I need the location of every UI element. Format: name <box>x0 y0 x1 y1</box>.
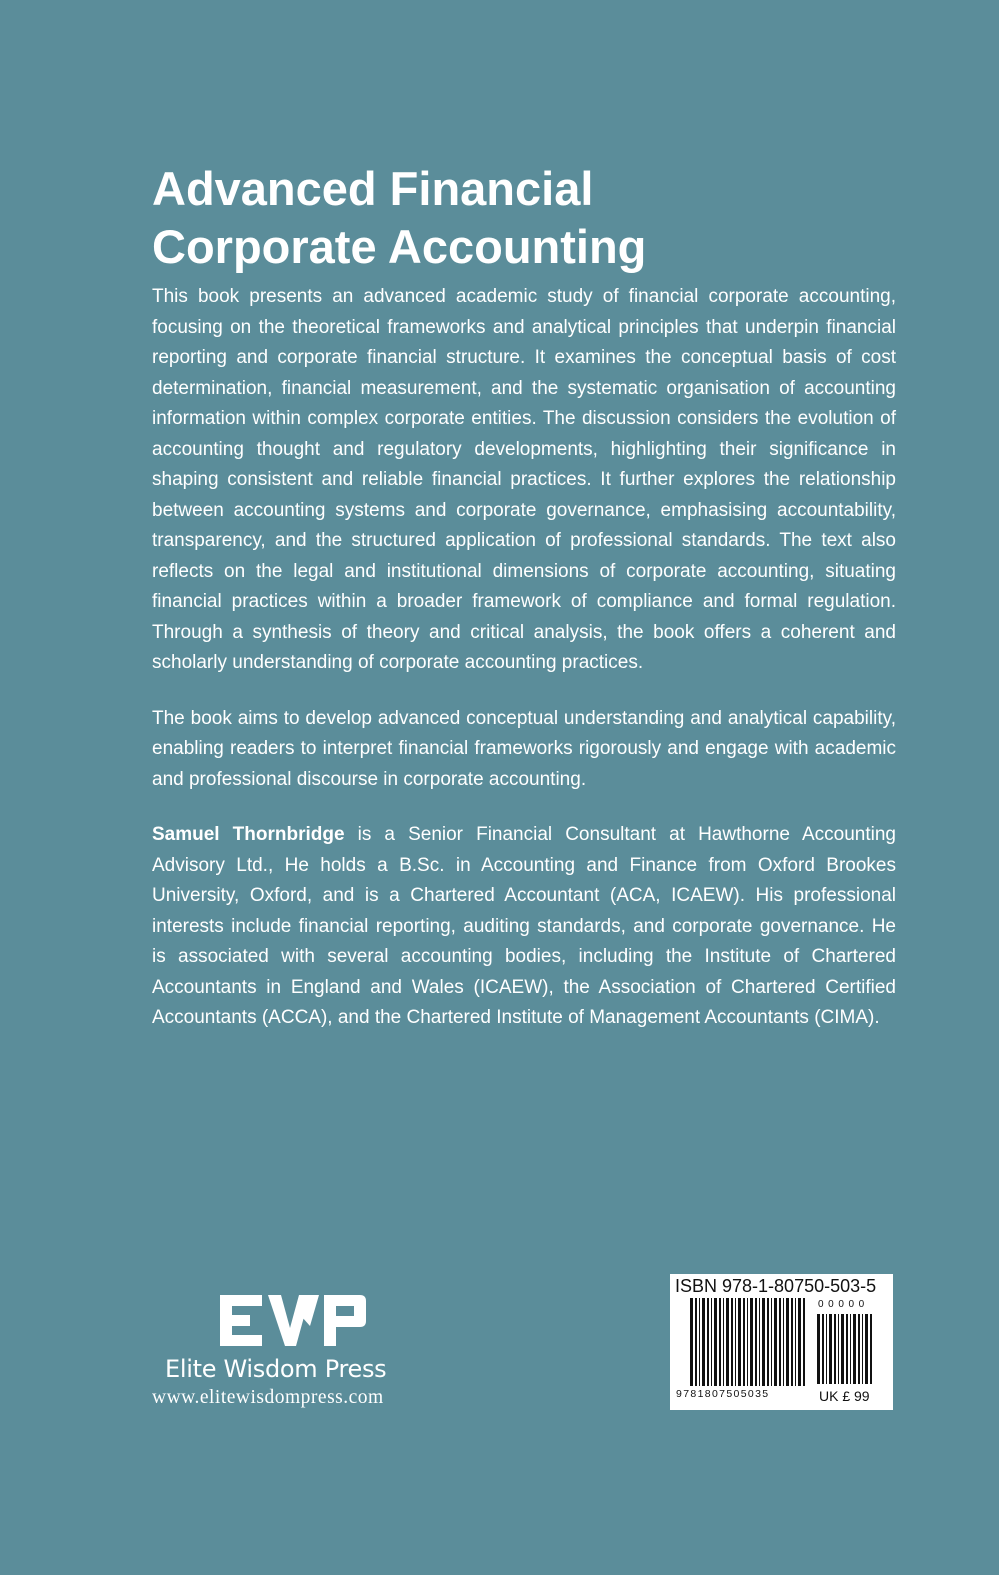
title-line-1: Advanced Financial <box>152 162 594 215</box>
description-paragraph-2: The book aims to develop advanced conceptual understanding and analytical capability, enabling readers to interpret financial frameworks rigorously and engage with academic and professional discourse in corporate accounting. <box>152 707 896 790</box>
author-name: Samuel Thornbridge <box>152 824 345 845</box>
blurb <box>152 282 896 1059</box>
isbn-barcode <box>670 1274 893 1410</box>
book-title <box>152 160 912 276</box>
author-bio-text: is a Senior Financial Consultant at Hawthorne Accounting Advisory Ltd., He holds a B.Sc. in Accounting and Finance from Oxford Brookes University, Oxford, and is a Chartered Accountant (ACA, ICAEW). His professional interests include financial reporting, auditing standards, and corporate governance. He is associated with several accounting bodies, including the Institute of Chartered Accountants in England and Wales (ICAEW), the Association of Chartered Certified Accountants (ACCA), and the Chartered Institute of Management Accountants (CIMA). <box>152 824 896 1028</box>
description-paragraph-1: This book presents an advanced academic study of financial corporate accounting, focusing on the theoretical frameworks and analytical principles that underpin financial reporting and corporate financial structure. It examines the conceptual basis of cost determination, financial measurement, and the systematic organisation of accounting information within complex corporate entities. The discussion considers the evolution of accounting thought and regulatory developments, highlighting their significance in shaping consistent and reliable financial practices. It further explores the relationship between accounting systems and corporate governance, emphasising accountability, transparency, and the structured application of professional standards. The text also reflects on the legal and institutional dimensions of corporate accounting, situating financial practices within a broader framework of compliance and formal regulation. Through a synthesis of theory and critical analysis, the book offers a coherent and scholarly understanding of corporate accounting practices. <box>152 286 896 673</box>
author-bio <box>152 820 896 1034</box>
addon-digits: 00000 <box>818 1299 869 1310</box>
publisher-website: www.elitewisdompress.com <box>152 1387 384 1408</box>
ewp-logo-icon <box>220 1295 366 1347</box>
title-line-2: Corporate Accounting <box>152 220 647 273</box>
isbn-label: ISBN 978-1-80750-503-5 <box>675 1276 877 1296</box>
ean-digits: 9781807505035 <box>676 1388 770 1400</box>
publisher-name: Elite Wisdom Press <box>165 1355 387 1383</box>
price-label: UK £ 99 <box>819 1388 870 1404</box>
